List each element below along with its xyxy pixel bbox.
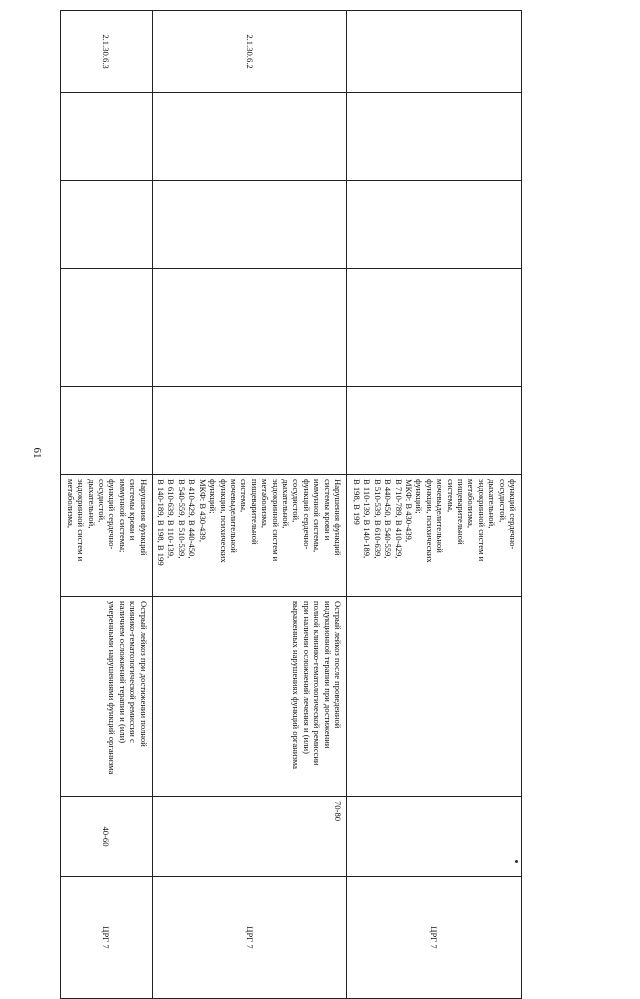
table-row — [152, 11, 346, 999]
group-cell: ЦРГ 7 — [347, 877, 522, 999]
percent-cell: 40-60 — [60, 797, 152, 877]
empty-cell — [152, 269, 346, 387]
scan-speck — [515, 860, 518, 863]
table-row — [60, 11, 152, 999]
group-cell: ЦРГ 7 — [152, 877, 346, 999]
functions-cell: Нарушения функций системы крови и иммунной системы, функций сердечно- сосудистой, дыхательной, эндокринной систем и метаболизма, пищеварительной системы, мочевыделительной функции, психических функций; МКФ: B 430-439, B 410-429, B 440-450, B 540-559, B 510-539, B 610-639, B 110-139, B 140-189, B 198, B 199 — [152, 475, 346, 597]
table-row — [347, 11, 522, 999]
empty-cell — [347, 269, 522, 387]
empty-cell — [60, 387, 152, 475]
empty-cell — [347, 387, 522, 475]
empty-cell — [60, 181, 152, 269]
rotated-table-sheet — [65, 10, 522, 949]
empty-cell — [347, 93, 522, 181]
percent-cell — [347, 797, 522, 877]
page-number: 61 — [31, 447, 43, 459]
description-cell: Острый лейкоз при достижении полной клинико-гематологической ремиссии с наличием осложнений терапии и (или) умеренными нарушениями функций организма — [60, 597, 152, 797]
empty-cell — [60, 93, 152, 181]
description-cell — [347, 597, 522, 797]
code-cell: 2.1.30.6.2 — [152, 11, 346, 93]
functions-cell: Нарушения функций системы крови и иммунной системы; функций сердечно- сосудистой, дыхательной, эндокринной систем и метаболизма, — [60, 475, 152, 597]
empty-cell — [152, 181, 346, 269]
empty-cell — [60, 269, 152, 387]
functions-cell: функций сердечно- сосудистой, дыхательной, эндокринной систем и метаболизма, пищеварительной системы, мочевыделительной функции, психических функций; МКФ: B 430-439, B 710-789, B 410-429, B 440-450, B 540-559, B 510-539, B 610-639, B 110-139, B 140-189, B 198, B 199 — [347, 475, 522, 597]
empty-cell — [152, 387, 346, 475]
code-cell: 2.1.30.6.3 — [60, 11, 152, 93]
disability-criteria-table — [60, 10, 522, 999]
code-cell — [347, 11, 522, 93]
empty-cell — [347, 181, 522, 269]
description-cell: Острый лейкоз после проведенной индукционной терапии при достижении полной клинико-гематологической ремиссии при наличии осложнений лечения и (или) выраженных нарушениях функций организма — [152, 597, 346, 797]
empty-cell — [152, 93, 346, 181]
percent-cell: 70-80 — [152, 797, 346, 877]
group-cell: ЦРГ 7 — [60, 877, 152, 999]
